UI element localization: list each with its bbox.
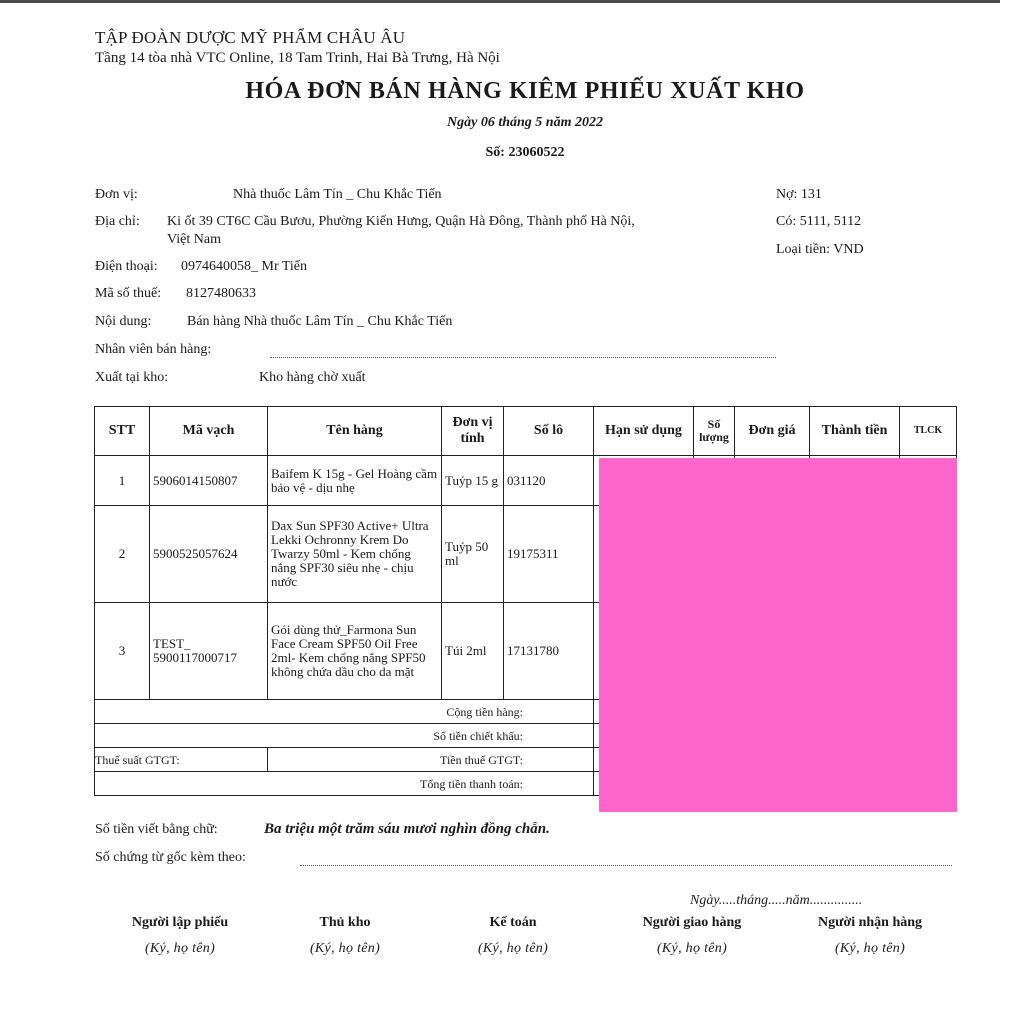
credit-account: Có: 5111, 5112 xyxy=(776,214,862,229)
warehouse-label: Xuất tại kho: xyxy=(95,370,169,385)
document-date: Ngày 06 tháng 5 năm 2022 xyxy=(447,115,603,130)
header-tlck: TLCK xyxy=(900,407,957,456)
document-title: HÓA ĐƠN BÁN HÀNG KIÊM PHIẾU XUẤT KHO xyxy=(245,78,805,104)
redaction-block xyxy=(599,458,957,812)
header-name: Tên hàng xyxy=(268,407,442,456)
row-lot: 17131780 xyxy=(504,603,594,700)
content-label: Nội dung: xyxy=(95,314,152,329)
header-unit: Đơn vị tính xyxy=(442,407,504,456)
phone-label: Điện thoại: xyxy=(95,259,158,274)
discount-label: Số tiền chiết khấu: xyxy=(95,724,594,748)
header-barcode: Mã vạch xyxy=(150,407,268,456)
company-name: TẬP ĐOÀN DƯỢC MỸ PHẨM CHÂU ÂU xyxy=(95,28,406,47)
attached-docs-label: Số chứng từ gốc kèm theo: xyxy=(95,850,246,865)
unit-label: Đơn vị: xyxy=(95,187,138,202)
phone-value: 0974640058_ Mr Tiến xyxy=(181,259,308,274)
signer-role: Kế toán xyxy=(489,915,537,930)
total-label: Tổng tiền thanh toán: xyxy=(95,772,594,796)
header-price: Đơn giá xyxy=(735,407,810,456)
signer-role: Thủ kho xyxy=(319,915,371,930)
address-line1: Ki ốt 39 CT6C Cầu Bươu, Phường Kiến Hưng, Quận Hà Đông, Thành phố Hà Nội, xyxy=(167,214,635,229)
header-stt: STT xyxy=(95,407,150,456)
content-value: Bán hàng Nhà thuốc Lâm Tín _ Chu Khắc Tiến xyxy=(187,314,453,329)
document-number: Số: 23060522 xyxy=(485,145,565,160)
top-border xyxy=(0,0,1000,3)
signer-role: Người lập phiếu xyxy=(131,915,229,930)
in-words-label: Số tiền viết bằng chữ: xyxy=(95,822,218,837)
currency: Loại tiền: VND xyxy=(776,242,864,257)
tax-label: Mã số thuế: xyxy=(95,286,162,301)
row-lot: 031120 xyxy=(504,456,594,506)
row-stt: 3 xyxy=(95,603,150,700)
signer-note: (Ký, họ tên) xyxy=(477,941,549,956)
subtotal-label: Cộng tiền hàng: xyxy=(95,700,594,724)
debit-account: Nợ: 131 xyxy=(776,187,822,202)
warehouse-value: Kho hàng chờ xuất xyxy=(259,370,366,385)
row-unit: Tuýp 15 g xyxy=(442,456,504,506)
signer-note: (Ký, họ tên) xyxy=(144,941,216,956)
signer-note: (Ký, họ tên) xyxy=(656,941,728,956)
header-qty: Số lượng xyxy=(694,407,735,456)
staff-label: Nhân viên bán hàng: xyxy=(95,342,212,357)
signer-role: Người giao hàng xyxy=(642,915,742,930)
row-name: Gói dùng thử_Farmona Sun Face Cream SPF50 Oil Free 2ml- Kem chống nắng SPF50 không chứa dầu cho da mặt xyxy=(268,603,442,700)
sign-date-line: Ngày.....tháng.....năm............... xyxy=(690,893,863,908)
in-words-value: Ba triệu một trăm sáu mươi nghìn đồng chẵn. xyxy=(264,821,550,837)
header-amount: Thành tiền xyxy=(810,407,900,456)
header-expiry: Hạn sử dụng xyxy=(594,407,694,456)
row-barcode: TEST_ 5900117000717 xyxy=(150,603,268,700)
company-address: Tầng 14 tòa nhà VTC Online, 18 Tam Trinh, Hai Bà Trưng, Hà Nội xyxy=(95,50,500,66)
vat-amount-label: Tiền thuế GTGT: xyxy=(268,748,594,772)
header-lot: Số lô xyxy=(504,407,594,456)
row-name: Dax Sun SPF30 Active+ Ultra Lekki Ochronny Krem Do Twarzy 50ml - Kem chống nắng SPF30 siêu nhẹ - chịu nước xyxy=(268,506,442,603)
vat-rate-label: Thuế suất GTGT: xyxy=(95,748,268,772)
row-unit: Túi 2ml xyxy=(442,603,504,700)
row-lot: 19175311 xyxy=(504,506,594,603)
row-barcode: 5906014150807 xyxy=(150,456,268,506)
attached-docs-dotted-line xyxy=(300,864,952,866)
signer-note: (Ký, họ tên) xyxy=(834,941,906,956)
staff-dotted-line xyxy=(270,356,776,358)
row-stt: 1 xyxy=(95,456,150,506)
row-barcode: 5900525057624 xyxy=(150,506,268,603)
row-stt: 2 xyxy=(95,506,150,603)
row-unit: Tuýp 50 ml xyxy=(442,506,504,603)
signer-note: (Ký, họ tên) xyxy=(309,941,381,956)
row-name: Baifem K 15g - Gel Hoàng cầm bảo vệ - dịu nhẹ xyxy=(268,456,442,506)
tax-value: 8127480633 xyxy=(186,286,256,301)
address-label: Địa chỉ: xyxy=(95,214,140,229)
signer-role: Người nhận hàng xyxy=(817,915,923,930)
address-line2: Việt Nam xyxy=(167,232,221,247)
unit-value: Nhà thuốc Lâm Tín _ Chu Khắc Tiến xyxy=(233,187,442,202)
